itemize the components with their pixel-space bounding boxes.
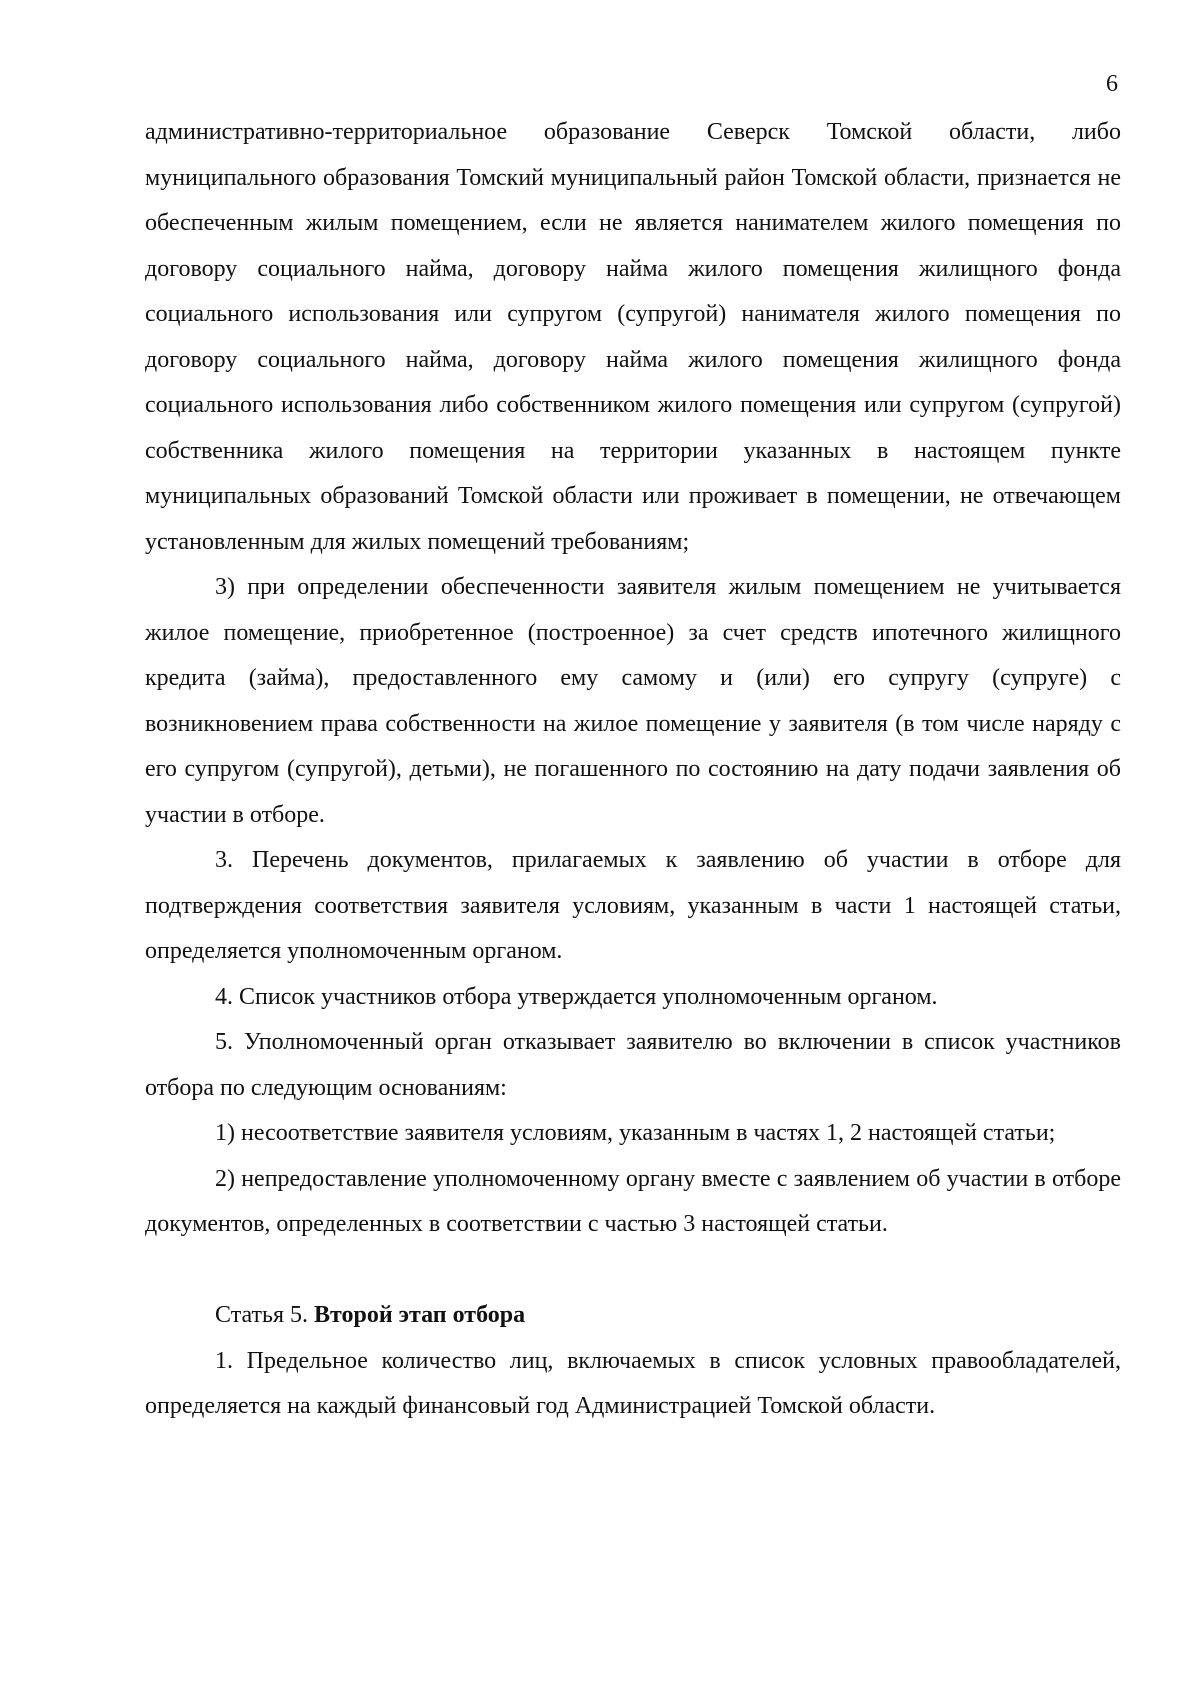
section-spacer [145,1248,1121,1294]
article-heading [145,1293,1121,1339]
article-title: Второй этап отбора [313,1302,526,1328]
document-body [145,110,1121,1430]
paragraph-subitem-1: 1) несоответствие заявителя условиям, указанным в частях 1, 2 настоящей статьи; [215,1120,1056,1146]
paragraph-subitem-2: 2) непредоставление уполномоченному органу вместе с заявлением об участии в отборе документов, определенных в соответствии с частью 3 настоящей статьи. [145,1165,1121,1237]
article-prefix: Статья 5. [215,1302,308,1328]
article-paragraph-1: 1. Предельное количество лиц, включаемых в список условных правообладателей, определяется на каждый финансовый год Администрацией Томской области. [145,1347,1121,1419]
paragraph-item-3: 3) при определении обеспеченности заявителя жилым помещением не учитывается жилое помещение, приобретенное (построенное) за счет средств ипотечного жилищного кредита (займа), предоставленного ему самому и (или) его супругу (супруге) с возникновением права собственности на жилое помещение у заявителя (в том числе наряду с его супругом (супругой), детьми), не погашенного по состоянию на дату подачи заявления об участии в отборе. [145,574,1121,828]
paragraph-point-5: 5. Уполномоченный орган отказывает заявителю во включении в список участников отбора по следующим основаниям: [145,1029,1121,1101]
paragraph-continuation: административно-территориальное образование Северск Томской области, либо муниципального образования Томский муниципальный район Томской области, признается не обеспеченным жилым помещением, если не является нанимателем жилого помещения по договору социального найма, договору найма жилого помещения жилищного фонда социального использования или супругом (супругой) нанимателя жилого помещения по договору социального найма, договору найма жилого помещения жилищного фонда социального использования либо собственником жилого помещения или супругом (супругой) собственника жилого помещения на территории указанных в настоящем пункте муниципальных образований Томской области или проживает в помещении, не отвечающем установленным для жилых помещений требованиям; [145,119,1121,555]
page-number: 6 [1106,71,1118,97]
paragraph-point-4: 4. Список участников отбора утверждается уполномоченным органом. [215,983,938,1010]
paragraph-point-3: 3. Перечень документов, прилагаемых к заявлению об участии в отборе для подтверждения соответствия заявителя условиям, указанным в части 1 настоящей статьи, определяется уполномоченным органом. [145,847,1121,964]
